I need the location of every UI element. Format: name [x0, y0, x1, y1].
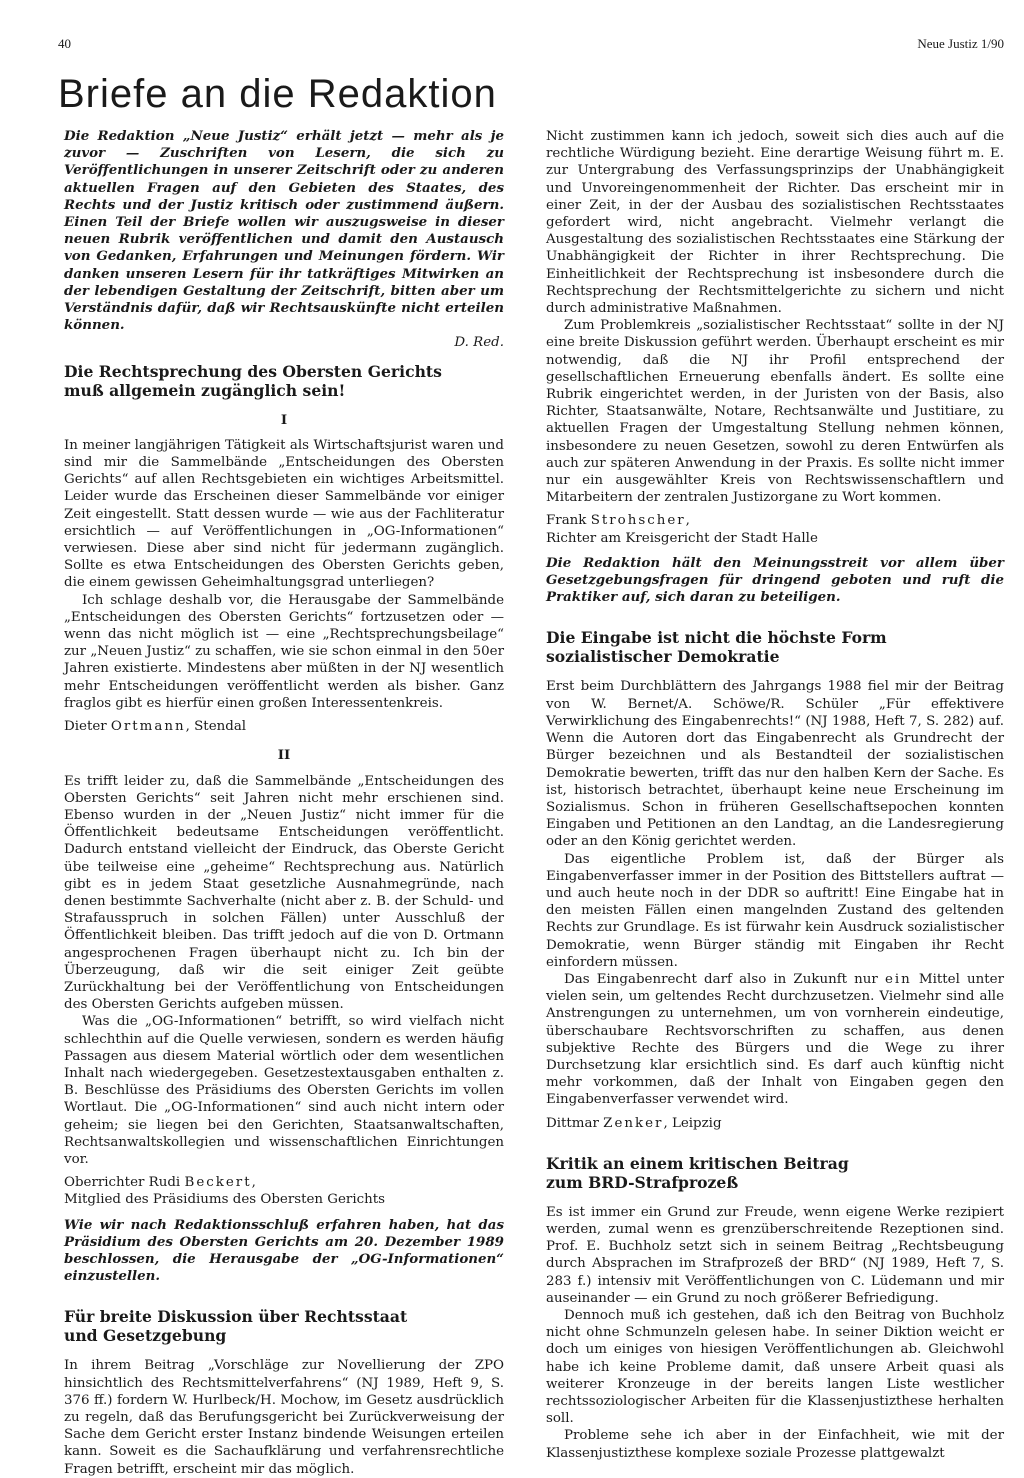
left-column [64, 128, 504, 1478]
paragraph: Nicht zustimmen kann ich jedoch, soweit sich dies auch auf die rechtliche Würdigung bezieht. Eine derartige Weisung führt m. E. zur Untergrabung des Verfassungsprinzips der Unabhängigkeit und Unvoreingenommenheit der Richter. Das erscheint mir in einer Zeit, in der der Ausbau des sozialistischen Rechtsstaates gefordert wird, nicht angebracht. Vielmehr verlangt die Ausgestaltung des sozialistischen Rechtsstaates eine Stärkung der Unabhängigkeit der Richter in ihrer Rechtsprechung. Die Einheitlichkeit der Rechtsprechung ist insbesondere durch die Rechtsprechung der Rechtsmittelgerichte zu sichern und nicht durch administrative Maßnahmen. [546, 129, 1004, 317]
letter-number-2: II [277, 747, 291, 764]
page-number: 40 [58, 36, 71, 51]
letter-author: Oberrichter Rudi Beckert, [64, 1175, 256, 1191]
paragraph: Ich schlage deshalb vor, die Herausgabe der Sammelbände „Entscheidungen des Obersten Gerichts“ fortzusetzen oder — wenn das nicht möglich ist — eine „Rechtsprechungsbeilage“ zur „Neuen Justiz“ zu schaffen, wie sie schon einmal in den 50er Jahren existierte. Mindestens aber müßten in der NJ wesentlich mehr Entscheidungen veröffentlicht werden als bisher. Ganz fraglos gibt es hierfür einen großen Interessentenkreis. [64, 592, 504, 711]
paragraph: Zum Problemkreis „sozialistischer Rechtsstaat“ sollte in der NJ eine breite Diskussion geführt werden. Überhaupt erscheint es mir notwendig, daß die NJ ihr Profil entsprechend der gesellschaftlichen Erneuerung ebenfalls ändert. Es sollte eine Rubrik eingerichtet werden, in der Juristen von der Basis, also Richter, Staatsanwälte, Notare, Rechtsanwälte und Justitiare, zu aktuellen Fragen der Umgestaltung Stellung nehmen können, insbesondere zu neuen Gesetzen, sowohl zu deren Entwürfen als auch zur späteren Anwendung in der Praxis. Es sollte nicht immer nur ein ausgewählter Kreis von Rechtswissenschaftlern und Mitarbeitern der zentralen Justizorgane zu Wort kommen. [546, 318, 1004, 506]
editorial-intro: Die Redaktion „Neue Justiz“ erhält jetzt — mehr als je zuvor — Zuschriften von Lesern, die sich zu Veröffentlichungen in unserer Zeitschrift oder zu anderen aktuellen Fragen auf den Gebieten des Staates, des Rechts und der Justiz kritisch oder zustimmend äußern. Einen Teil der Briefe wollen wir auszugsweise in dieser neuen Rubrik veröffentlichen und damit den Austausch von Gedanken, Erfahrungen und Meinungen fördern. Wir danken unseren Lesern für ihr tatkräftiges Mitwirken an der lebendigen Gestaltung der Zeitschrift, bitten aber um Verständnis dafür, daß wir Rechtsauskünfte nicht erteilen können. [64, 128, 504, 334]
paragraph: Was die „OG-Informationen“ betrifft, so wird vielfach nicht schlechthin auf die Quelle verwiesen, sondern es werden häufig Passagen aus diesem Material wörtlich oder dem wesentlichen Inhalt nach wiedergegeben. Gesetzestextausgaben enthalten z. B. Beschlüsse des Präsidiums des Obersten Gerichts im vollen Wortlaut. Die „OG-Informationen“ sind auch nicht intern oder geheim; sie liegen bei den Gerichten, Staatsanwaltschaften, Rechtsanwaltskollegien und wissenschaftlichen Einrichtungen vor. [64, 1014, 504, 1167]
letter-author-role: Mitglied des Präsidiums des Obersten Gerichts [64, 1192, 385, 1208]
section-heading-kritik: Kritik an einem kritischen Beitrag zum BRD-Strafprozeß [546, 1153, 849, 1192]
paragraph: Das eigentliche Problem ist, daß der Bürger als Eingabenverfasser immer in der Position des Bittstellers auftrat — und auch heute noch in der DDR so auftritt! Eine Eingabe hat in den meisten Fällen einen mangelnden Zustand des geltenden Rechts zur Grundlage. Es ist fürwahr kein Ausdruck sozialistischer Demokratie, wenn Bürger ständig mit Eingaben ihr Recht einfordern müssen. [546, 851, 1004, 970]
editorial-signature: D. Red. [454, 335, 504, 351]
letter-author-role: Richter am Kreisgericht der Stadt Halle [546, 530, 818, 546]
editorial-note: Wie wir nach Redaktionsschluß erfahren haben, hat das Präsidium des Obersten Gerichts am 20. Dezember 1989 beschlossen, die Herausgabe der „OG-Informationen“ einzustellen. [64, 1216, 504, 1285]
journal-issue: Neue Justiz 1/90 [917, 36, 1004, 51]
paragraph: Es trifft leider zu, daß die Sammelbände „Entscheidungen des Obersten Gerichts“ seit Jahren nicht mehr erschienen sind. Ebenso wurden in der „Neuen Justiz“ nicht immer für die Öffentlichkeit bedeutsame Entscheidungen veröffentlicht. Dadurch entstand vielleicht der Eindruck, das Oberste Gericht übe teilweise eine „geheime“ Rechtsprechung aus. Natürlich gibt es in jedem Staat gesetzliche Ausnahmegründe, nach denen bestimmte Sachverhalte (nicht aber z. B. der Schuld- und Strafausspruch in solchen Fällen) unter Ausschluß der Öffentlichkeit bleiben. Das trifft jedoch auf die von D. Ortmann angesprochenen Fragen überhaupt nicht zu. Ich bin der Überzeugung, daß wir die seit einiger Zeit geübte Zurückhaltung bei der Veröffentlichung von Entscheidungen des Obersten Gerichts aufgeben müssen. [64, 773, 504, 1013]
editorial-note: Die Redaktion hält den Meinungsstreit vor allem über Gesetzgebungsfragen für dringend geboten und ruft die Praktiker auf, sich daran zu beteiligen. [546, 554, 1004, 606]
paragraph: In meiner langjährigen Tätigkeit als Wirtschaftsjurist waren und sind mir die Sammelbände „Entscheidungen des Obersten Gerichts“ auf allen Rechtsgebieten ein wichtiges Arbeitsmittel. Leider wurde das Erscheinen dieser Sammelbände vor einiger Zeit eingestellt. Statt dessen wurde — wie aus der Fachliteratur ersichtlich — auf Veröffentlichungen in „OG-Informationen“ verwiesen. Diese aber sind nicht für jedermann zugänglich. Sollte es etwa Entscheidungen des Obersten Gerichts geben, die einem gewissen Geheimhaltungsgrad unterliegen? [64, 437, 504, 591]
paragraph: Dennoch muß ich gestehen, daß ich den Beitrag von Buchholz nicht ohne Schmunzeln gelesen habe. In seiner Diktion weicht er doch um einiges von hiesigen Veröffentlichungen ab. Gleichwohl habe ich keine Probleme damit, daß unsere Arbeit quasi als weiterer Kronzeuge in der bereits langen Liste westlicher rechtssoziologischer Arbeiten für die Klassenjustizthese herhalten soll. [546, 1307, 1004, 1427]
letter-number-1: I [280, 411, 288, 428]
letter-author: Frank Strohscher, [546, 513, 690, 529]
paragraph: Erst beim Durchblättern des Jahrgangs 1988 fiel mir der Beitrag von W. Bernet/A. Schöwe/R. Schüler „Für effektivere Verwirklichung des Eingabenrechts!“ (NJ 1988, Heft 7, S. 282) auf. Wenn die Autoren dort das Eingabenrecht als Grundrecht der Bürger bezeichnen und als Bestandteil der sozialistischen Demokratie bewerten, trifft das nur den halben Kern der Sache. Es ist, historisch betrachtet, überhaupt keine neue Erscheinung im Sozialismus. Schon in früheren Gesellschaftsepochen konnten Eingaben und Petitionen an den Landtag, an die Landesregierung oder an den König gerichtet werden. [546, 679, 1004, 850]
paragraph: Probleme sehe ich aber in der Einfachheit, wie mit der Klassenjustizthese komplexe soziale Prozesse plattgewalzt [546, 1428, 1004, 1461]
section-heading-rechtsprechung: Die Rechtsprechung des Obersten Gerichts muß allgemein zugänglich sein! [64, 361, 442, 400]
paragraph: In ihrem Beitrag „Vorschläge zur Novellierung der ZPO hinsichtlich des Rechtsmittelverfahrens“ (NJ 1989, Heft 9, S. 376 ff.) fordern W. Hurlbeck/H. Mochow, im Gesetz ausdrücklich zu regeln, daß das Berufungsgericht bei Zurückverweisung der Sache dem Gericht erster Instanz bindende Weisungen erteilen kann. Soweit es die Sachaufklärung und verfahrensrechtliche Fragen betrifft, erscheint mir das möglich. [64, 1358, 504, 1477]
paragraph: Das Eingabenrecht darf also in Zukunft nur ein Mittel unter vielen sein, um geltendes Recht durchzusetzen. Vielmehr sind alle Anstrengungen zu unternehmen, um von vornherein eindeutige, überschaubare Rechtsvorschriften zu schaffen, aus denen subjektive Rechte des Bürgers und die Wege zu ihrer Durchsetzung klar ersichtlich sind. Es darf auch künftig nicht mehr vorkommen, daß der Inhalt von Eingaben gegen den Eingabenverfasser verwendet wird. [546, 971, 1004, 1108]
section-heading-rechtsstaat: Für breite Diskussion über Rechtsstaat und Gesetzgebung [64, 1307, 408, 1346]
page-title: Briefe an die Redaktion [58, 72, 497, 116]
right-column [546, 128, 1004, 1462]
letter-author: Dittmar Zenker, Leipzig [546, 1115, 722, 1131]
section-heading-eingabe: Die Eingabe ist nicht die höchste Form sozialistischer Demokratie [546, 628, 887, 667]
letter-author: Dieter Ortmann, Stendal [64, 719, 247, 735]
paragraph: Es ist immer ein Grund zur Freude, wenn eigene Werke rezipiert werden, zumal wenn es grenzüberschreitende Rezeptionen sind. Prof. E. Buchholz setzt sich in seinem Beitrag „Rechtsbeugung durch Absprachen im Strafprozeß der BRD“ (NJ 1989, Heft 7, S. 283 f.) intensiv mit Veröffentlichungen von C. Lüdemann und mir auseinander — ein Grund zu noch größerer Befriedigung. [546, 1204, 1004, 1306]
